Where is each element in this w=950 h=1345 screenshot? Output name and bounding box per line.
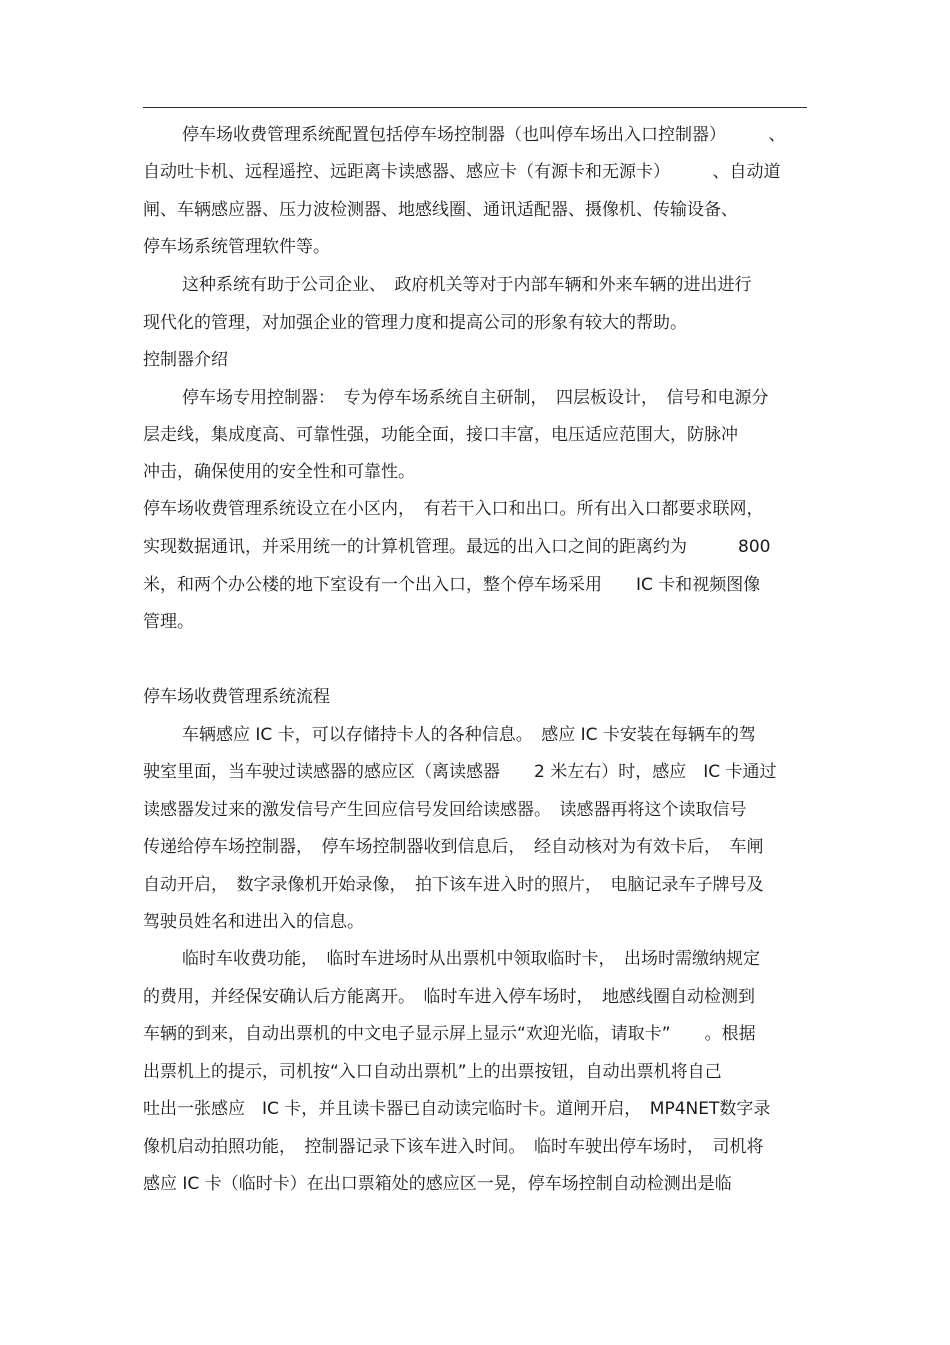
- doc-line: 车辆感应 IC 卡，可以存储持卡人的各种信息。 感应 IC 卡安装在每辆车的驾: [182, 725, 756, 745]
- doc-line: 吐出一张感应 IC 卡，并且读卡器已自动读完临时卡。道闸开启， MP4NET数字录: [143, 1099, 771, 1119]
- doc-line: 传递给停车场控制器， 停车场控制器收到信息后， 经自动核对为有效卡后， 车闸: [143, 837, 764, 857]
- doc-line: 读感器发过来的激发信号产生回应信号发回给读感器。 读感器再将这个读取信号: [143, 800, 747, 820]
- doc-line: 实现数据通讯，并采用统一的计算机管理。最远的出入口之间的距离约为 800: [143, 537, 771, 557]
- doc-line: 临时车收费功能， 临时车进场时从出票机中领取临时卡， 出场时需缴纳规定: [182, 949, 760, 969]
- doc-line: 这种系统有助于公司企业、 政府机关等对于内部车辆和外来车辆的进出进行: [182, 275, 752, 295]
- doc-line: 现代化的管理，对加强企业的管理力度和提高公司的形象有较大的帮助。: [143, 313, 687, 333]
- doc-line: 车辆的到来，自动出票机的中文电子显示屏上显示“欢迎光临，请取卡” 。根据: [143, 1024, 756, 1044]
- doc-line: 自动吐卡机、远程遥控、远距离卡读感器、感应卡（有源卡和无源卡） 、自动道: [143, 162, 781, 182]
- doc-line: 停车场专用控制器： 专为停车场系统自主研制， 四层板设计， 信号和电源分: [182, 388, 769, 408]
- doc-line: 层走线，集成度高、可靠性强，功能全面，接口丰富，电压适应范围大，防脉冲: [143, 425, 738, 445]
- doc-line: 冲击，确保使用的安全性和可靠性。: [143, 462, 415, 482]
- doc-line: 的费用，并经保安确认后方能离开。 临时车进入停车场时， 地感线圈自动检测到: [143, 987, 755, 1007]
- section-heading: 控制器介绍: [143, 350, 228, 370]
- doc-line: 管理。: [143, 612, 194, 632]
- doc-line: 自动开启， 数字录像机开始录像， 拍下该车进入时的照片， 电脑记录车子牌号及: [143, 875, 764, 895]
- doc-line: 驾驶员姓名和进出入的信息。: [143, 912, 364, 932]
- section-heading: 停车场收费管理系统流程: [143, 687, 330, 707]
- doc-line: 停车场系统管理软件等。: [143, 237, 330, 257]
- doc-line: 闸、车辆感应器、压力波检测器、地感线圈、通讯适配器、摄像机、传输设备、: [143, 200, 738, 220]
- doc-line: 感应 IC 卡（临时卡）在出口票箱处的感应区一晃，停车场控制自动检测出是临: [143, 1174, 732, 1194]
- doc-line: 出票机上的提示，司机按“入口自动出票机”上的出票按钮，自动出票机将自己: [143, 1062, 722, 1082]
- doc-line: 驶室里面，当车驶过读感器的感应区（离读感器 2 米左右）时，感应 IC 卡通过: [143, 762, 777, 782]
- header-rule: [143, 107, 807, 108]
- doc-line: 停车场收费管理系统设立在小区内， 有若干入口和出口。所有出入口都要求联网，: [143, 499, 764, 519]
- doc-line: 停车场收费管理系统配置包括停车场控制器（也叫停车场出入口控制器） 、: [182, 125, 786, 145]
- doc-line: 像机启动拍照功能， 控制器记录下该车进入时间。 临时车驶出停车场时， 司机将: [143, 1137, 764, 1157]
- doc-line: 米，和两个办公楼的地下室设有一个出入口，整个停车场采用 IC 卡和视频图像: [143, 575, 761, 595]
